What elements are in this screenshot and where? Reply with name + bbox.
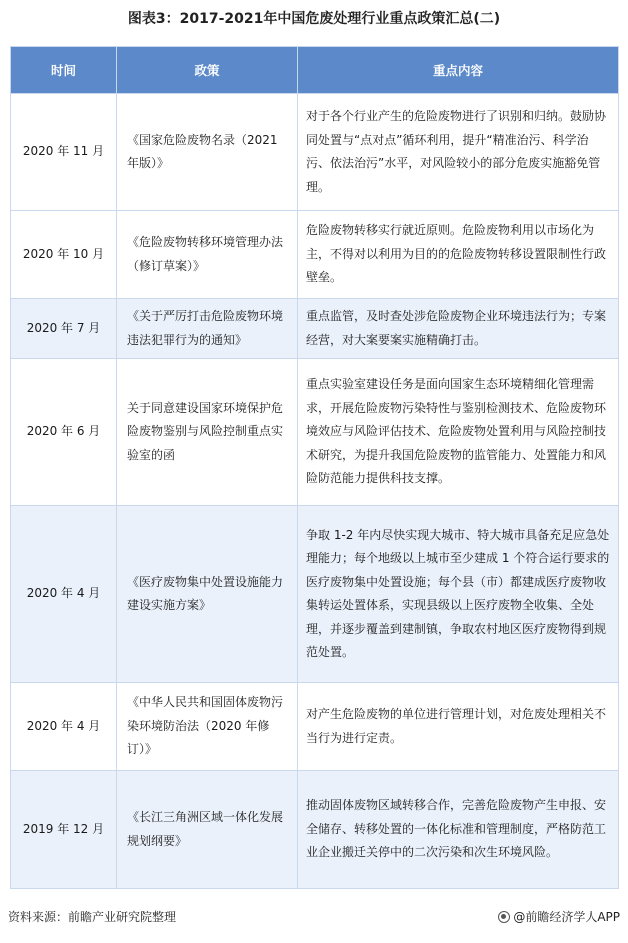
- row-time: 2020 年 6 月: [11, 359, 117, 506]
- row-content: 对产生危险废物的单位进行管理计划，对危废处理相关不当行为进行定责。: [298, 683, 619, 771]
- row-time: 2020 年 11 月: [11, 94, 117, 211]
- row-time: 2020 年 7 月: [11, 299, 117, 359]
- table-row: [11, 299, 619, 359]
- row-policy: 《危险废物转移环境管理办法（修订草案）》: [117, 211, 298, 299]
- row-content: 重点监管，及时查处涉危险废物企业环境违法行为；专案经营，对大案要案实施精确打击。: [298, 299, 619, 359]
- row-time: 2020 年 4 月: [11, 506, 117, 683]
- header-time: 时间: [11, 47, 117, 94]
- table-row: [11, 683, 619, 771]
- brand-credit: [498, 908, 620, 925]
- chart-title: 图表3：2017-2021年中国危废处理行业重点政策汇总(二): [127, 11, 501, 27]
- row-policy: 《关于严厉打击危险废物环境违法犯罪行为的通知》: [117, 299, 298, 359]
- row-content: 危险废物转移实行就近原则。危险废物利用以市场化为主，不得对以利用为目的的危险废物转移设置限制性行政壁垒。: [298, 211, 619, 299]
- table-row: [11, 359, 619, 506]
- policy-table-container: [10, 46, 618, 889]
- row-policy: 关于同意建设国家环境保护危险废物鉴别与风险控制重点实验室的函: [117, 359, 298, 506]
- row-time: 2020 年 10 月: [11, 211, 117, 299]
- table-row: [11, 94, 619, 211]
- header-content: 重点内容: [298, 47, 619, 94]
- row-policy: 《长江三角洲区域一体化发展规划纲要》: [117, 771, 298, 889]
- brand-label: @前瞻经济学人APP: [513, 910, 620, 924]
- row-time: 2019 年 12 月: [11, 771, 117, 889]
- row-policy: 《国家危险废物名录（2021年版）》: [117, 94, 298, 211]
- row-time: 2020 年 4 月: [11, 683, 117, 771]
- table-header-row: [11, 47, 619, 94]
- table-row: [11, 771, 619, 889]
- table-row: [11, 506, 619, 683]
- row-content: 对于各个行业产生的危险废物进行了识别和归纳。鼓励协同处置与“点对点”循环利用，提升“精准治污、科学治污、依法治污”水平，对风险较小的部分危废实施豁免管理。: [298, 94, 619, 211]
- row-content: 争取 1-2 年内尽快实现大城市、特大城市具备充足应急处理能力；每个地级以上城市至少建成 1 个符合运行要求的医疗废物集中处置设施；每个县（市）都建成医疗废物收集转运处置体系，实现县级以上医疗废物全收集、全处理，并逐步覆盖到建制镇，争取农村地区医疗废物得到规范处置。: [298, 506, 619, 683]
- row-policy: 《医疗废物集中处置设施能力建设实施方案》: [117, 506, 298, 683]
- header-policy: 政策: [117, 47, 298, 94]
- row-content: 重点实验室建设任务是面向国家生态环境精细化管理需求，开展危险废物污染特性与鉴别检测技术、危险废物环境效应与风险评估技术、危险废物处置利用与风险控制技术研究，为提升我国危险废物的监管能力、处置能力和风险防范能力提供科技支撑。: [298, 359, 619, 506]
- source-note: 资料来源：前瞻产业研究院整理: [8, 910, 177, 924]
- row-policy: 《中华人民共和国固体废物污染环境防治法（2020 年修订）》: [117, 683, 298, 771]
- policy-table: [10, 46, 619, 889]
- row-content: 推动固体废物区域转移合作，完善危险废物产生申报、安全储存、转移处置的一体化标准和管理制度，严格防范工业企业搬迁关停中的二次污染和次生环境风险。: [298, 771, 619, 889]
- brand-logo-icon: [498, 911, 510, 923]
- table-row: [11, 211, 619, 299]
